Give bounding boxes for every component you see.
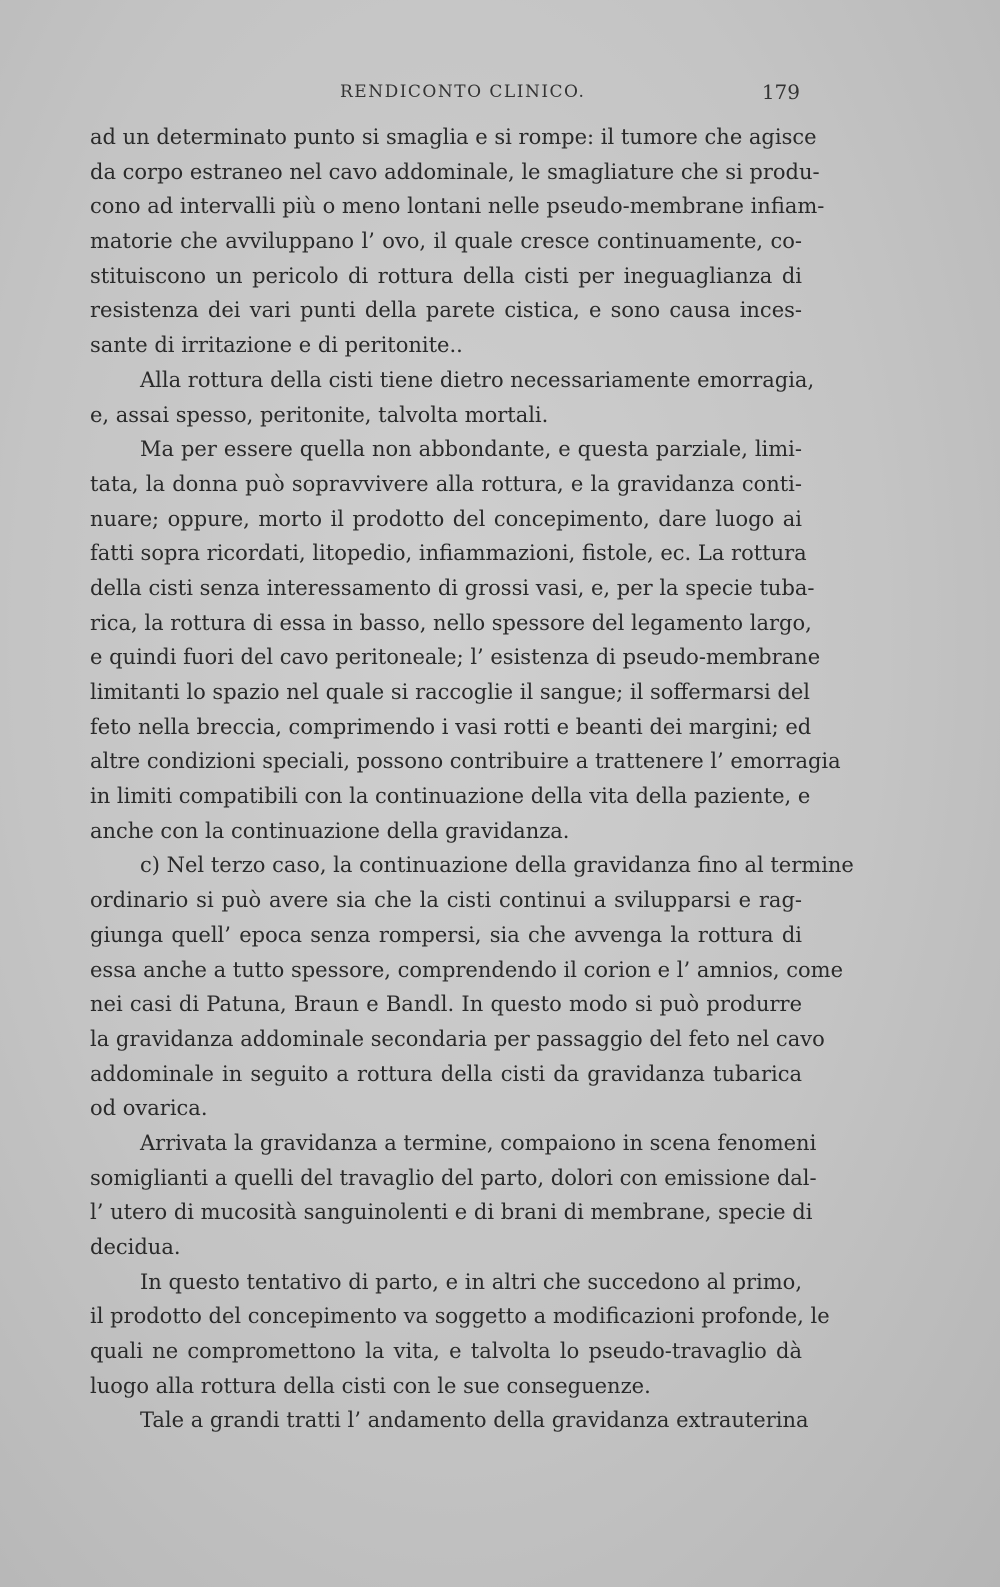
text-line: altre condizioni speciali, possono contribuire a trattenere l’ emorragia [90, 749, 841, 774]
body-text [90, 120, 854, 1438]
text-line: limitanti lo spazio nel quale si raccoglie il sangue; il soffermarsi del [90, 680, 810, 704]
text-line: essa anche a tutto spessore, comprendendo il corion e l’ amnios, come [90, 957, 844, 982]
text-line: sante di irritazione e di peritonite.. [90, 333, 463, 358]
text-line: nuare; oppure, morto il prodotto del concepimento, dare luogo ai [90, 506, 802, 531]
text-line: rica, la rottura di essa in basso, nello spessore del legamento largo, [90, 610, 812, 635]
text-line: e quindi fuori del cavo peritoneale; l’ esistenza di pseudo-membrane [90, 645, 821, 670]
text-line: Tale a grandi tratti l’ andamento della gravidanza extrauterina [140, 1408, 809, 1433]
text-line: ordinario si può avere sia che la cisti continui a svilupparsi e rag- [90, 888, 802, 913]
text-line: il prodotto del concepimento va soggetto a modificazioni profonde, le [90, 1304, 830, 1329]
text-line: Arrivata la gravidanza a termine, compaiono in scena fenomeni [140, 1130, 817, 1155]
text-line: luogo alla rottura della cisti con le sue conseguenze. [90, 1373, 651, 1398]
text-line: ad un determinato punto si smaglia e si rompe: il tumore che agisce [90, 125, 817, 149]
text-line: cono ad intervalli più o meno lontani nelle pseudo-membrane infiam- [90, 194, 825, 219]
text-line: matorie che avviluppano l’ ovo, il quale cresce continuamente, co- [90, 229, 802, 254]
text-line: e, assai spesso, peritonite, talvolta mortali. [90, 402, 549, 427]
text-line: feto nella breccia, comprimendo i vasi rotti e beanti dei margini; ed [90, 714, 812, 739]
text-line: stituiscono un pericolo di rottura della cisti per ineguaglianza di [90, 263, 802, 288]
page-number: 179 [761, 80, 800, 104]
text-line: la gravidanza addominale secondaria per passaggio del feto nel cavo [90, 1026, 825, 1051]
text-line: quali ne compromettono la vita, e talvolta lo pseudo-travaglio dà [90, 1339, 802, 1364]
text-line: Ma per essere quella non abbondante, e questa parziale, limi- [140, 437, 802, 462]
text-line: somiglianti a quelli del travaglio del parto, dolori con emissione dal- [90, 1165, 817, 1190]
text-line: c) Nel terzo caso, la continuazione della gravidanza fino al termine [140, 853, 854, 878]
text-line: anche con la continuazione della gravidanza. [90, 818, 570, 843]
running-header [90, 82, 800, 112]
running-title: RENDICONTO CLINICO. [340, 82, 586, 102]
text-line: in limiti compatibili con la continuazione della vita della paziente, e [90, 784, 811, 809]
text-line: decidua. [90, 1235, 181, 1259]
text-line: addominale in seguito a rottura della cisti da gravidanza tubarica [90, 1061, 802, 1086]
text-line: l’ utero di mucosità sanguinolenti e di brani di membrane, specie di [90, 1200, 813, 1225]
text-line: Alla rottura della cisti tiene dietro necessariamente emorragia, [140, 367, 815, 392]
text-line: od ovarica. [90, 1096, 208, 1121]
text-line: giunga quell’ epoca senza rompersi, sia che avvenga la rottura di [90, 922, 802, 947]
text-line: da corpo estraneo nel cavo addominale, le smagliature che si produ- [90, 159, 820, 184]
text-line: fatti sopra ricordati, litopedio, infiammazioni, fistole, ec. La rottura [90, 541, 807, 566]
text-line: resistenza dei vari punti della parete cistica, e sono causa inces- [90, 298, 802, 323]
text-line: tata, la donna può sopravvivere alla rottura, e la gravidanza conti- [90, 471, 802, 496]
text-line: della cisti senza interessamento di grossi vasi, e, per la specie tuba- [90, 575, 815, 600]
text-line: In questo tentativo di parto, e in altri che succedono al primo, [140, 1269, 802, 1294]
text-line: nei casi di Patuna, Braun e Bandl. In questo modo si può produrre [90, 992, 802, 1017]
